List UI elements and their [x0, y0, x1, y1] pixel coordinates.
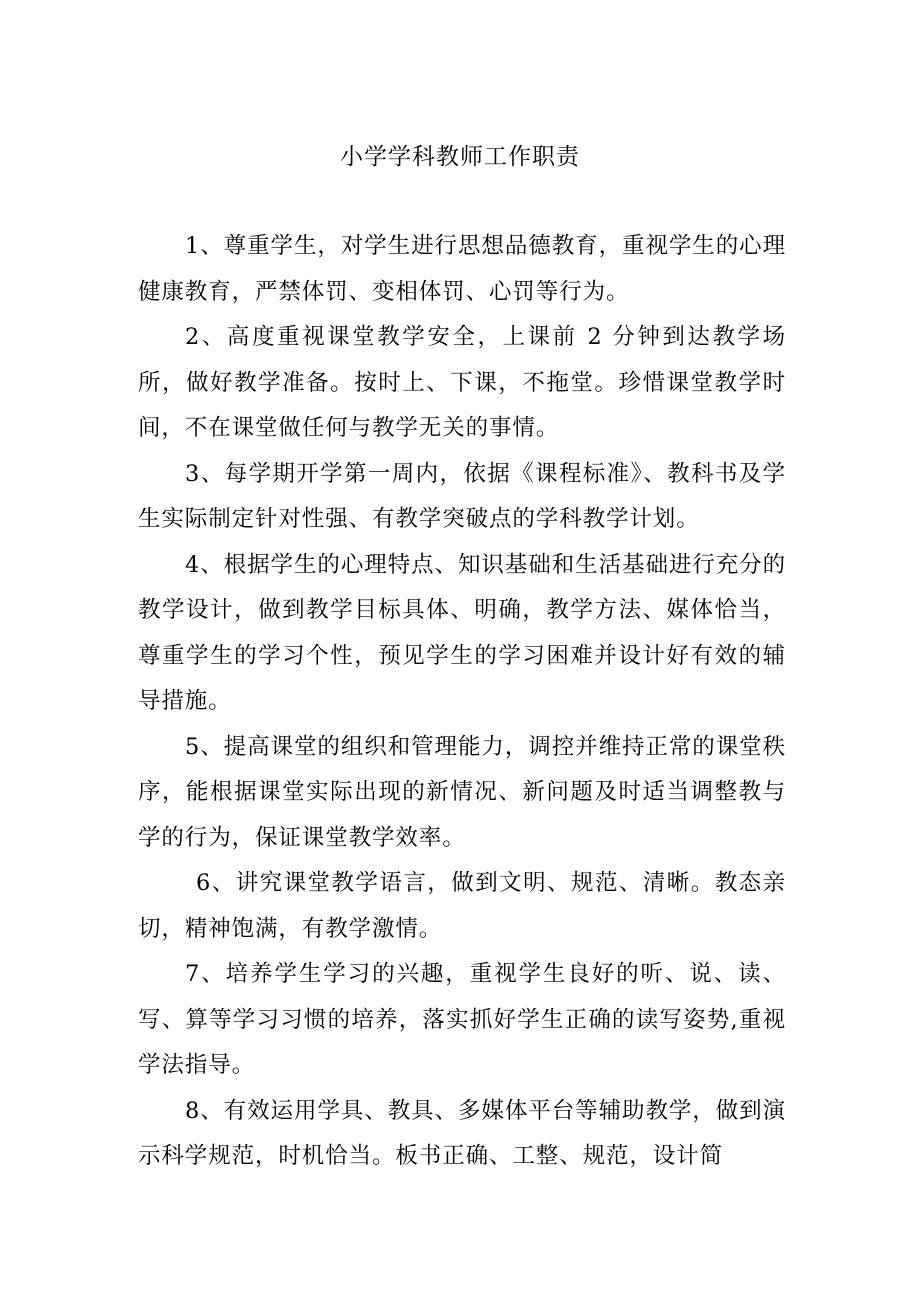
duty-paragraph-6: 6、讲究课堂教学语言，做到文明、规范、清晰。教态亲切，精神饱满，有教学激情。 — [138, 870, 786, 942]
duty-paragraph-8: 8、有效运用学具、教具、多媒体平台等辅助教学，做到演示科学规范，时机恰当。板书正确、工整、规范，设计简 — [138, 1097, 786, 1169]
duty-paragraph-5: 5、提高课堂的组织和管理能力，调控并维持正常的课堂秩序，能根据课堂实际出现的新情况、新问题及时适当调整教与学的行为，保证课堂教学效率。 — [138, 733, 786, 851]
duty-paragraph-1: 1、尊重学生，对学生进行思想品德教育，重视学生的心理健康教育，严禁体罚、变相体罚、心罚等行为。 — [138, 233, 786, 305]
duty-paragraph-7: 7、培养学生学习的兴趣，重视学生良好的听、说、读、写、算等学习习惯的培养，落实抓好学生正确的读写姿势,重视学法指导。 — [138, 961, 786, 1078]
document-title: 小学学科教师工作职责 — [340, 144, 580, 170]
duty-paragraph-2: 2、高度重视课堂教学安全，上课前 2 分钟到达教学场所，做好教学准备。按时上、下课，不拖堂。珍惜课堂教学时间，不在课堂做任何与教学无关的事情。 — [138, 324, 786, 441]
document-body — [138, 224, 786, 1180]
duty-paragraph-4: 4、根据学生的心理特点、知识基础和生活基础进行充分的教学设计，做到教学目标具体、明确，教学方法、媒体恰当，尊重学生的学习个性，预见学生的学习困难并设计好有效的辅导措施。 — [138, 551, 786, 714]
duty-paragraph-3: 3、每学期开学第一周内，依据《课程标准》、教科书及学生实际制定针对性强、有教学突破点的学科教学计划。 — [138, 460, 786, 532]
